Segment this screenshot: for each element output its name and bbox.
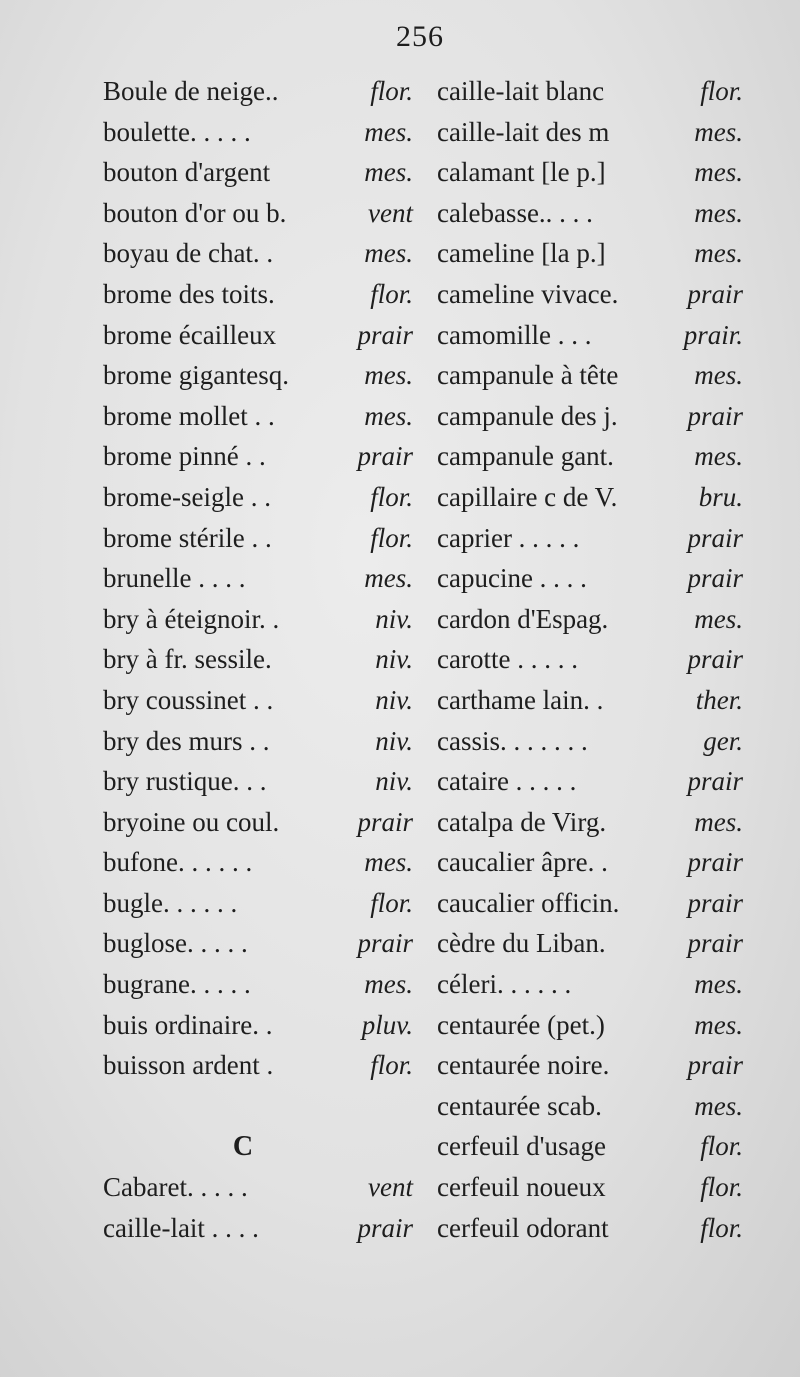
entry-habitat: ger. [703, 725, 743, 756]
entry-habitat: flor. [370, 76, 413, 106]
index-entry [103, 888, 413, 929]
entry-habitat: flor. [370, 522, 413, 553]
section-heading: C [232, 1131, 254, 1163]
entry-name: caprier . . . . . [437, 522, 580, 553]
entry-name: céleri. . . . . . [437, 969, 572, 1000]
index-entry [103, 685, 413, 726]
entry-habitat: flor. [370, 1050, 413, 1081]
entry-habitat: mes. [364, 157, 413, 188]
entry-name: brome stérile . . [103, 522, 272, 553]
entry-habitat: mes. [364, 969, 413, 1000]
index-entry [437, 969, 743, 1010]
entry-name: buis ordinaire. . [103, 1009, 273, 1040]
entry-habitat: mes. [694, 1009, 743, 1040]
entry-name: caille-lait des m [437, 116, 610, 147]
entry-habitat: pluv. [361, 1009, 413, 1040]
entry-habitat: bru. [698, 481, 743, 512]
index-entry [437, 1050, 743, 1091]
entry-name: centaurée (pet.) [437, 1009, 605, 1040]
entry-habitat: flor. [700, 76, 743, 106]
entry-habitat: niv. [375, 766, 413, 797]
entry-name: Cabaret. . . . . [103, 1172, 248, 1203]
index-entry [103, 523, 413, 564]
index-entry [103, 807, 413, 848]
index-entry [103, 360, 413, 401]
index-entry [437, 1131, 743, 1172]
index-entry [103, 441, 413, 482]
index-entry [437, 441, 743, 482]
entry-name: caille-lait blanc [437, 76, 605, 106]
entry-name: brome pinné . . [103, 441, 266, 472]
index-entry [437, 1091, 743, 1132]
entry-habitat: flor. [700, 1212, 743, 1243]
entry-habitat: prair [687, 887, 743, 918]
index-entry [103, 482, 413, 523]
entry-habitat: niv. [375, 725, 413, 756]
entry-name: caucalier officin. [437, 887, 620, 918]
entry-name: cassis. . . . . . . [437, 725, 588, 756]
entry-habitat: mes. [694, 806, 743, 837]
entry-habitat: prair [687, 522, 743, 553]
index-entry [437, 685, 743, 726]
index-entry [103, 279, 413, 320]
entry-name: cameline vivace. [437, 278, 619, 309]
entry-habitat: prair [687, 278, 743, 309]
index-entry [103, 563, 413, 604]
index-entry [437, 1010, 743, 1051]
entry-name: caucalier âpre. . [437, 847, 608, 878]
index-entry [437, 117, 743, 158]
index-entry [103, 726, 413, 767]
entry-name: cerfeuil odorant [437, 1212, 609, 1243]
index-entry [103, 76, 413, 117]
entry-habitat: ther. [695, 684, 743, 715]
page-number: 256 [396, 20, 444, 53]
entry-habitat: mes. [694, 969, 743, 1000]
index-entry [437, 320, 743, 361]
index-entry [103, 604, 413, 645]
entry-name: bufone. . . . . . [103, 847, 253, 878]
entry-name: cerfeuil noueux [437, 1172, 606, 1203]
entry-name: buisson ardent . [103, 1050, 274, 1081]
entry-name: bry coussinet . . [103, 684, 274, 715]
entry-name: cèdre du Liban. [437, 928, 606, 959]
entry-name: carotte . . . . . [437, 644, 578, 675]
entry-habitat: vent [368, 197, 413, 228]
index-entry [437, 807, 743, 848]
blank-line [103, 1091, 413, 1132]
index-entry [437, 644, 743, 685]
entry-name: bry rustique. . . [103, 766, 267, 797]
index-entry [437, 76, 743, 117]
left-column [103, 76, 413, 1253]
entry-name: calamant [le p.] [437, 157, 606, 188]
index-entry [103, 928, 413, 969]
entry-habitat: niv. [375, 603, 413, 634]
entry-habitat: prair [687, 766, 743, 797]
entry-habitat: niv. [375, 644, 413, 675]
entry-name: bouton d'or ou b. [103, 197, 287, 228]
entry-habitat: prair [687, 400, 743, 431]
entry-name: centaurée noire. [437, 1050, 610, 1081]
entry-habitat: flor. [370, 887, 413, 918]
entry-name: cataire . . . . . [437, 766, 577, 797]
right-column [437, 76, 743, 1253]
entry-name: bugrane. . . . . [103, 969, 251, 1000]
entry-name: brunelle . . . . [103, 563, 246, 594]
entry-name: campanule des j. [437, 400, 618, 431]
entry-name: cameline [la p.] [437, 238, 606, 269]
index-entry [437, 157, 743, 198]
index-entry [437, 401, 743, 442]
index-entry [437, 766, 743, 807]
index-entry [103, 847, 413, 888]
entry-habitat: prair [357, 928, 413, 959]
entry-habitat: vent [368, 1172, 413, 1203]
entry-name: calebasse.. . . . [437, 197, 593, 228]
entry-habitat: prair [357, 1212, 413, 1243]
index-entry [437, 523, 743, 564]
index-entry [103, 1010, 413, 1051]
entry-name: bryoine ou coul. [103, 806, 280, 837]
entry-habitat: mes. [694, 238, 743, 269]
entry-name: buglose. . . . . [103, 928, 248, 959]
entry-habitat: prair [687, 928, 743, 959]
entry-name: carthame lain. . [437, 684, 604, 715]
entry-habitat: prair [687, 563, 743, 594]
entry-habitat: mes. [694, 441, 743, 472]
index-entry [103, 1172, 413, 1213]
index-entry [103, 1050, 413, 1091]
entry-name: bry à fr. sessile. [103, 644, 272, 675]
index-entry [437, 1213, 743, 1254]
entry-name: bry à éteignoir. . [103, 603, 280, 634]
index-entry [437, 726, 743, 767]
entry-name: brome-seigle . . [103, 481, 271, 512]
entry-name: capucine . . . . [437, 563, 587, 594]
entry-habitat: flor. [370, 481, 413, 512]
entry-habitat: mes. [364, 360, 413, 391]
entry-name: campanule gant. [437, 441, 614, 472]
entry-habitat: prair [357, 319, 413, 350]
entry-name: caille-lait . . . . [103, 1212, 259, 1243]
entry-habitat: prair [357, 441, 413, 472]
entry-habitat: mes. [694, 603, 743, 634]
index-entry [437, 279, 743, 320]
index-entry [437, 928, 743, 969]
index-entry [437, 604, 743, 645]
entry-habitat: mes. [364, 847, 413, 878]
entry-name: capillaire c de V. [437, 481, 618, 512]
entry-name: brome écailleux [103, 319, 277, 350]
index-entry [103, 320, 413, 361]
entry-name: campanule à tête [437, 360, 619, 391]
entry-name: cerfeuil d'usage [437, 1131, 607, 1162]
entry-name: Boule de neige.. [103, 76, 279, 106]
index-entry [437, 198, 743, 239]
entry-habitat: flor. [700, 1131, 743, 1162]
index-entry [103, 644, 413, 685]
entry-name: boyau de chat. . [103, 238, 274, 269]
entry-habitat: mes. [364, 238, 413, 269]
index-entry [437, 482, 743, 523]
index-entry [103, 969, 413, 1010]
entry-name: brome gigantesq. [103, 360, 289, 391]
entry-habitat: mes. [694, 360, 743, 391]
entry-name: camomille . . . [437, 319, 592, 350]
entry-name: bugle. . . . . . [103, 887, 238, 918]
index-entry [437, 563, 743, 604]
entry-habitat: mes. [694, 157, 743, 188]
index-entry [103, 1213, 413, 1254]
entry-habitat: mes. [364, 400, 413, 431]
entry-habitat: mes. [364, 116, 413, 147]
entry-habitat: mes. [694, 1090, 743, 1121]
entry-habitat: flor. [370, 278, 413, 309]
entry-name: brome des toits. [103, 278, 275, 309]
entry-habitat: prair [687, 644, 743, 675]
index-entry [103, 238, 413, 279]
entry-habitat: prair [687, 1050, 743, 1081]
entry-habitat: flor. [700, 1172, 743, 1203]
entry-habitat: prair [357, 806, 413, 837]
entry-habitat: mes. [694, 197, 743, 228]
entry-name: brome mollet . . [103, 400, 275, 431]
index-entry [103, 157, 413, 198]
entry-habitat: niv. [375, 684, 413, 715]
entry-habitat: prair [687, 847, 743, 878]
entry-habitat: mes. [694, 116, 743, 147]
entry-habitat: prair. [683, 319, 743, 350]
index-entry [103, 766, 413, 807]
index-entry [437, 1172, 743, 1213]
entry-name: catalpa de Virg. [437, 806, 607, 837]
index-entry [437, 360, 743, 401]
index-entry [437, 238, 743, 279]
index-entry [437, 847, 743, 888]
index-entry [103, 198, 413, 239]
entry-name: cardon d'Espag. [437, 603, 609, 634]
index-entry [103, 401, 413, 442]
entry-habitat: mes. [364, 563, 413, 594]
entry-name: boulette. . . . . [103, 116, 251, 147]
index-entry [437, 888, 743, 929]
index-entry [103, 117, 413, 158]
entry-name: bry des murs . . [103, 725, 270, 756]
entry-name: centaurée scab. [437, 1090, 602, 1121]
entry-name: bouton d'argent [103, 157, 271, 188]
